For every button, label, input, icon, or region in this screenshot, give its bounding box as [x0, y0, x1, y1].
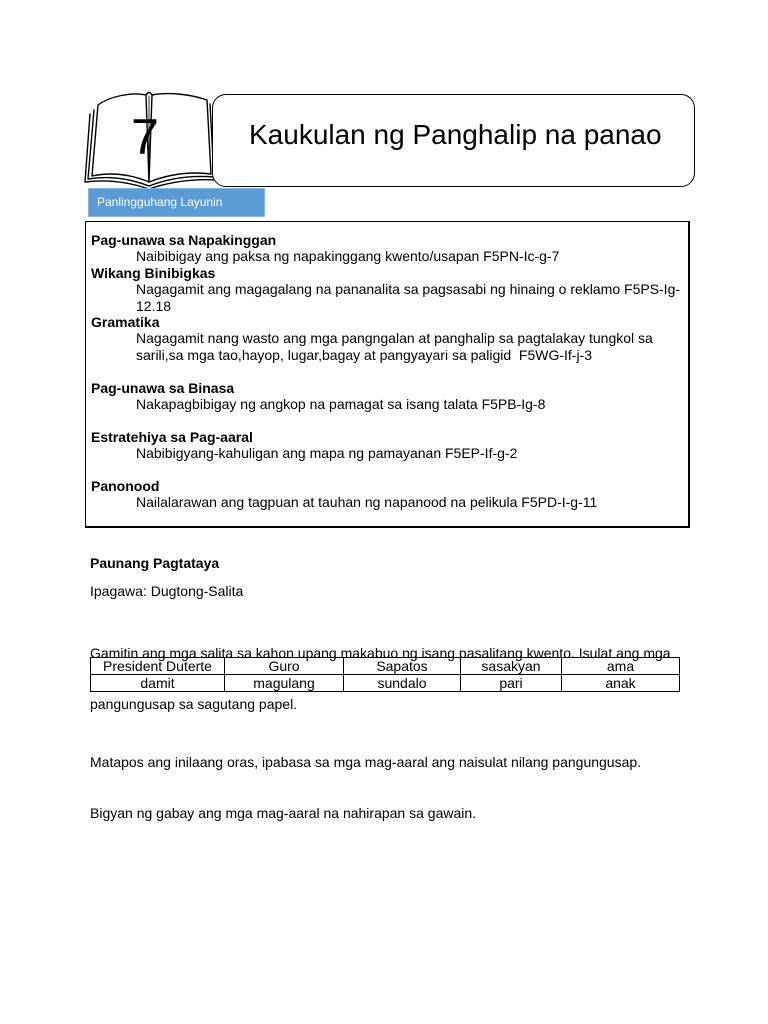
objective-line: sarili,sa mga tao,hayop, lugar,bagay at pangyayari sa paligid F5WG-If-j-3 [136, 346, 593, 363]
word-box-cell: sasakyan [461, 658, 562, 675]
word-box-cell: pari [461, 675, 562, 692]
word-box-cell: Guro [225, 658, 344, 675]
objective-heading: Wikang Binibigkas [91, 264, 216, 281]
objective-group [91, 478, 688, 511]
word-box-cell: ama [562, 658, 680, 675]
word-box-cell: sundalo [344, 675, 461, 692]
word-box-body [91, 658, 680, 692]
objective-line: Nailalarawan ang tagpuan at tauhan ng napanood na pelikula F5PD-I-g-11 [136, 494, 598, 511]
objective-group [91, 314, 688, 363]
directions-line: pangungusap sa sagutang papel. [90, 695, 298, 712]
objective-heading: Pag-unawa sa Binasa [91, 379, 235, 396]
directions-line: Gamitin ang mga salita sa kahon upang makabuo ng isang pasalitang kwento. Isulat ang mga [90, 644, 671, 661]
word-box-cell: magulang [225, 675, 344, 692]
word-box-table [90, 657, 680, 692]
objective-line: Naibibigay ang paksa ng napakinggang kwento/usapan F5PN-Ic-g-7 [136, 248, 560, 265]
objective-line: Nakapagbibigay ng angkop na pamagat sa isang talata F5PB-Ig-8 [136, 395, 546, 412]
objective-group [91, 429, 688, 462]
word-box-cell: damit [91, 675, 225, 692]
word-box-row [91, 675, 680, 692]
objectives-label: Panlingguhang Layunin [88, 188, 265, 217]
objective-heading: Panonood [91, 477, 160, 494]
objective-heading: Pag-unawa sa Napakinggan [91, 232, 277, 248]
objective-heading: Gramatika [91, 313, 160, 330]
objective-group [91, 232, 688, 265]
lesson-number: 7 [131, 109, 159, 165]
word-box-row [91, 658, 680, 675]
pretest-instruction: Ipagawa: Dugtong-Salita [90, 582, 244, 599]
lesson-title-box [212, 94, 695, 187]
word-box-cell: President Duterte [91, 658, 225, 675]
pretest-heading: Paunang Pagtataya [90, 554, 220, 571]
objectives-box [85, 221, 690, 528]
objective-line: 12.18 [136, 297, 172, 314]
closing-line: Bigyan ng gabay ang mga mag-aaral na nahirapan sa gawain. [90, 804, 477, 821]
pretest-closing [90, 720, 641, 856]
objective-line: Nagagamit nang wasto ang mga pangngalan at panghalip sa pagtalakay tungkol sa [136, 330, 653, 347]
word-box-cell: anak [562, 675, 680, 692]
lesson-title: Kaukulan ng Panghalip na panao [249, 119, 662, 150]
word-box-cell: Sapatos [344, 658, 461, 675]
objective-line: Nabibigyang-kahuligan ang mapa ng pamayanan F5EP-If-g-2 [136, 445, 518, 462]
objective-group [91, 380, 688, 413]
objective-heading: Estratehiya sa Pag-aaral [91, 428, 253, 445]
objective-line: Nagagamit ang magagalang na pananalita sa pagsasabi ng hinaing o reklamo F5PS-Ig- [136, 281, 681, 298]
objective-group [91, 265, 688, 314]
closing-line: Matapos ang inilaang oras, ipabasa sa mga mag-aaral ang naisulat nilang pangungusap. [90, 753, 642, 770]
